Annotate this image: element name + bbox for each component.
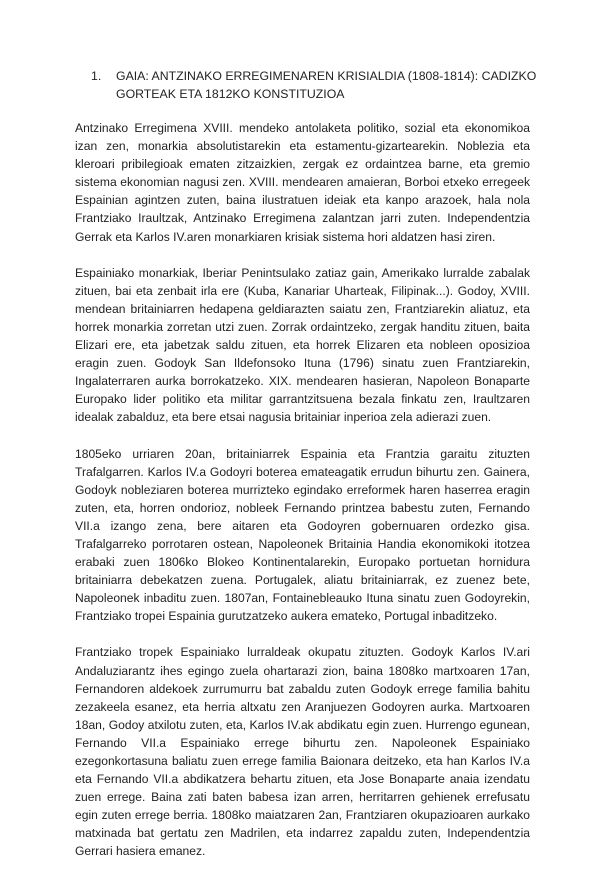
paragraph-1: Antzinako Erregimena XVIII. mendeko antolaketa politiko, sozial eta ekonomikoa izan zen, monarkia absolutistarekin eta estamentu-gizartearekin. Noblezia eta kleroari pribilegioak ematen zitzaizkien, zergak ez ordaintzea barne, eta gremio sistema ekonomian nagusi zen. XVIII. mendearen amaieran, Borboi etxeko erregeek Espainian agintzen zuten, baina ilustratuen ideiak eta kanpo arazoek, hala nola Frantziako Iraultzak, Antzinako Erregimena zalantzan jarri zuten. Independentzia Gerrak eta Karlos IV.aren monarkiaren krisiak sistema hori aldatzen hasi ziren.	[75, 121, 530, 244]
heading-title: GAIA: ANTZINAKO ERREGIMENAREN KRISIALDIA (1808-1814): CADIZKO GORTEAK ETA 1812KO KONSTITUZIOA	[116, 69, 537, 101]
heading-number: 1.	[91, 69, 102, 83]
paragraph-3: 1805eko urriaren 20an, britainiarrek Espainia eta Frantzia garaitu zituzten Trafalgarren. Karlos IV.a Godoyri boterea emateagatik errudun bihurtu zen. Gainera, Godoyk nobleziaren boterea murrizteko egindako erreformek haren haserrea eragin zuten, eta, horren ondorioz, nobleek Fernando printzea babestu zuten, Fernando VII.a izango zena, bere aitaren eta Godoyren gobernuaren ordezko gisa. Trafalgarreko porrotaren ostean, Napoleonek Britainia Handia ekonomikoki itotzea erabaki zuen 1806ko Blokeo Kontinentalarekin, Europako portuetan hornidura britainiarra debekatzen zuena. Portugalek, aliatu britainiarrak, ez zuenez bete, Napoleonek inbaditu zuen. 1807an, Fontainebleauko Ituna sinatu zuen Godoyrekin, Frantziako tropei Espainia gurutzatzeko aukera emateko, Portugal inbaditzeko.	[75, 446, 530, 624]
body-text	[75, 119, 530, 879]
section-heading	[91, 67, 551, 103]
paragraph-4: Frantziako tropek Espainiako lurraldeak okupatu zituzten. Godoyk Karlos IV.ari Andaluziarantz ihes egingo zuela ohartarazi zion, baina 1808ko martxoaren 17an, Fernandoren aldekoek zurrumurru bat zabaldu zuten Godoyk errege familia bahitu zezakeela esanez, eta herria altxatu zen Aranjuezen Godoyren aurka. Martxoaren 18an, Godoy atxilotu zuten, eta, Karlos IV.ak abdikatu egin zuen. Hurrengo egunean, Fernando VII.a Espainiako errege bihurtu zen. Napoleonek Espainiako ezegonkortasuna baliatu zuen errege familia Baionara deitzeko, eta han Karlos IV.a eta Fernando VII.a abdikatzera behartu zituen, eta Jose Bonaparte anaia izendatu zuen errege. Baina zati baten babesa izan arren, herritarren gehienek errefusatu egin zuten errege berria. 1808ko maiatzaren 2an, Frantziaren okupazioaren aurkako matxinada bat gertatu zen Madrilen, eta indarrez zapaldu zuten, Independentzia Gerrari hasiera emanez.	[75, 645, 530, 859]
paragraph-2: Espainiako monarkiak, Iberiar Penintsulako zatiaz gain, Amerikako lurralde zabalak zituen, bai eta zenbait irla ere (Kuba, Kanariar Uharteak, Filipinak...). Godoy, XVIII. mendean britainiarren hedapena geldiarazten saiatu zen, Frantziarekin aliatuz, eta horrek monarkia zorretan utzi zuen. Zorrak ordaintzeko, zergak handitu zituen, baita Elizari ere, eta jabetzak saldu zituen, eta horrek Elizaren eta nobleen oposizioa eragin zuen. Godoyk San Ildefonsoko Ituna (1796) sinatu zuen Frantziarekin, Ingalaterraren aurka borrokatzeko. XIX. mendearen hasieran, Napoleon Bonaparte Europako lider politiko eta militar garrantzitsuena bezala finkatu zen, Iraultzaren idealak zabalduz, eta bere etsai nagusia britainiar inperioa zela adierazi zuen.	[75, 265, 530, 425]
